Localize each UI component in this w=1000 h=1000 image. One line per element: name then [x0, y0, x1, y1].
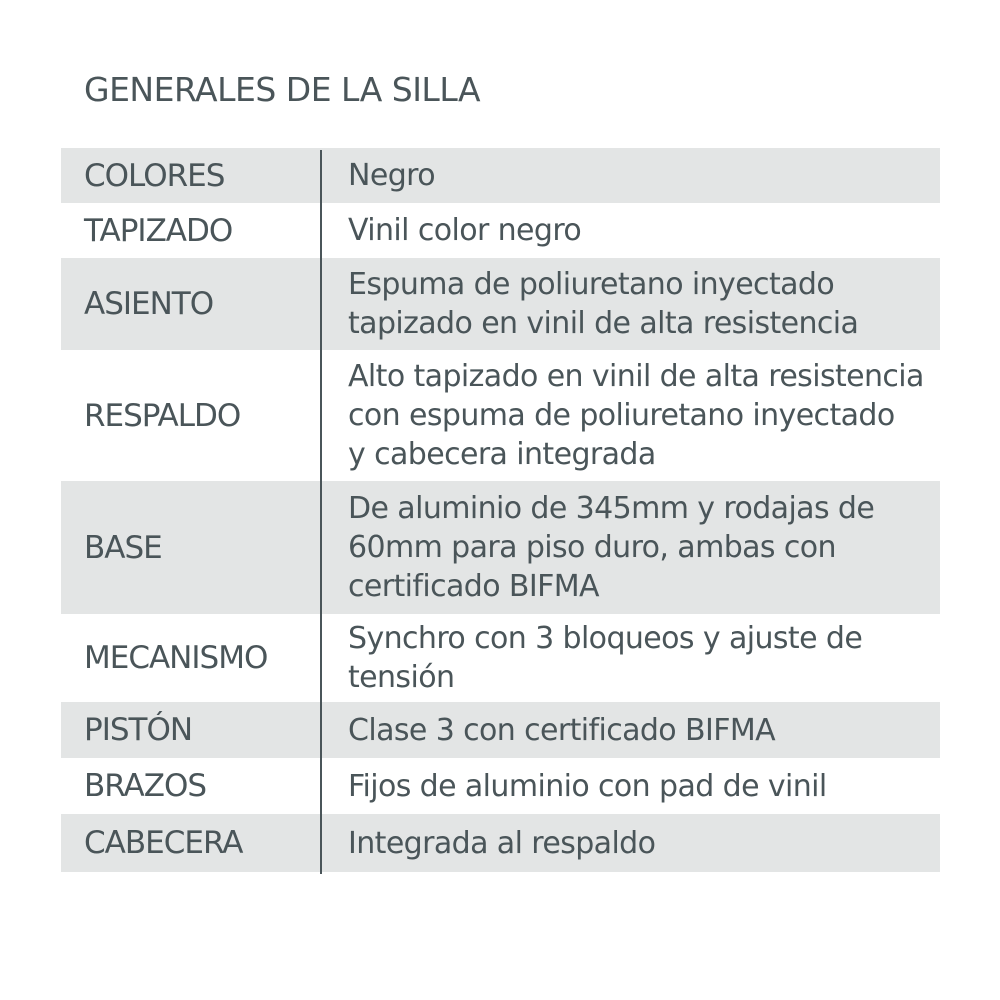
spec-value: Vinil color negro: [348, 213, 582, 248]
spec-value: Integrada al respaldo: [348, 825, 656, 861]
spec-label: TAPIZADO: [84, 212, 233, 249]
spec-label: CABECERA: [84, 825, 243, 861]
spec-label: PISTÓN: [84, 712, 193, 748]
spec-table: [61, 148, 940, 872]
spec-label: ASIENTO: [84, 286, 214, 322]
spec-label: MECANISMO: [84, 640, 268, 676]
spec-value: Fijos de aluminio con pad de vinil: [348, 768, 827, 804]
spec-row-brazos: [61, 758, 940, 814]
spec-row-mecanismo: [61, 614, 940, 702]
spec-value: Espuma de poliuretano inyectado tapizado en vinil de alta resistencia: [348, 267, 859, 341]
spec-label: BASE: [84, 529, 162, 566]
spec-value: Negro: [348, 158, 435, 193]
spec-row-asiento: [61, 258, 940, 350]
spec-row-tapizado: [61, 203, 940, 258]
spec-value: Alto tapizado en vinil de alta resistencia con espuma de poliuretano inyectado y cabecera integrada: [348, 359, 924, 472]
spec-row-cabecera: [61, 814, 940, 872]
spec-label: BRAZOS: [84, 768, 207, 804]
spec-label: COLORES: [84, 157, 225, 194]
spec-value: Clase 3 con certificado BIFMA: [348, 712, 776, 748]
spec-value: Synchro con 3 bloqueos y ajuste de tensión: [348, 621, 863, 695]
column-divider: [320, 150, 322, 874]
spec-row-piston: [61, 702, 940, 758]
spec-row-respaldo: [61, 350, 940, 481]
spec-label: RESPALDO: [84, 397, 241, 434]
spec-row-colores: [61, 148, 940, 203]
page-title: GENERALES DE LA SILLA: [84, 70, 481, 109]
spec-row-base: [61, 481, 940, 614]
spec-value: De aluminio de 345mm y rodajas de 60mm para piso duro, ambas con certificado BIFMA: [348, 491, 875, 604]
